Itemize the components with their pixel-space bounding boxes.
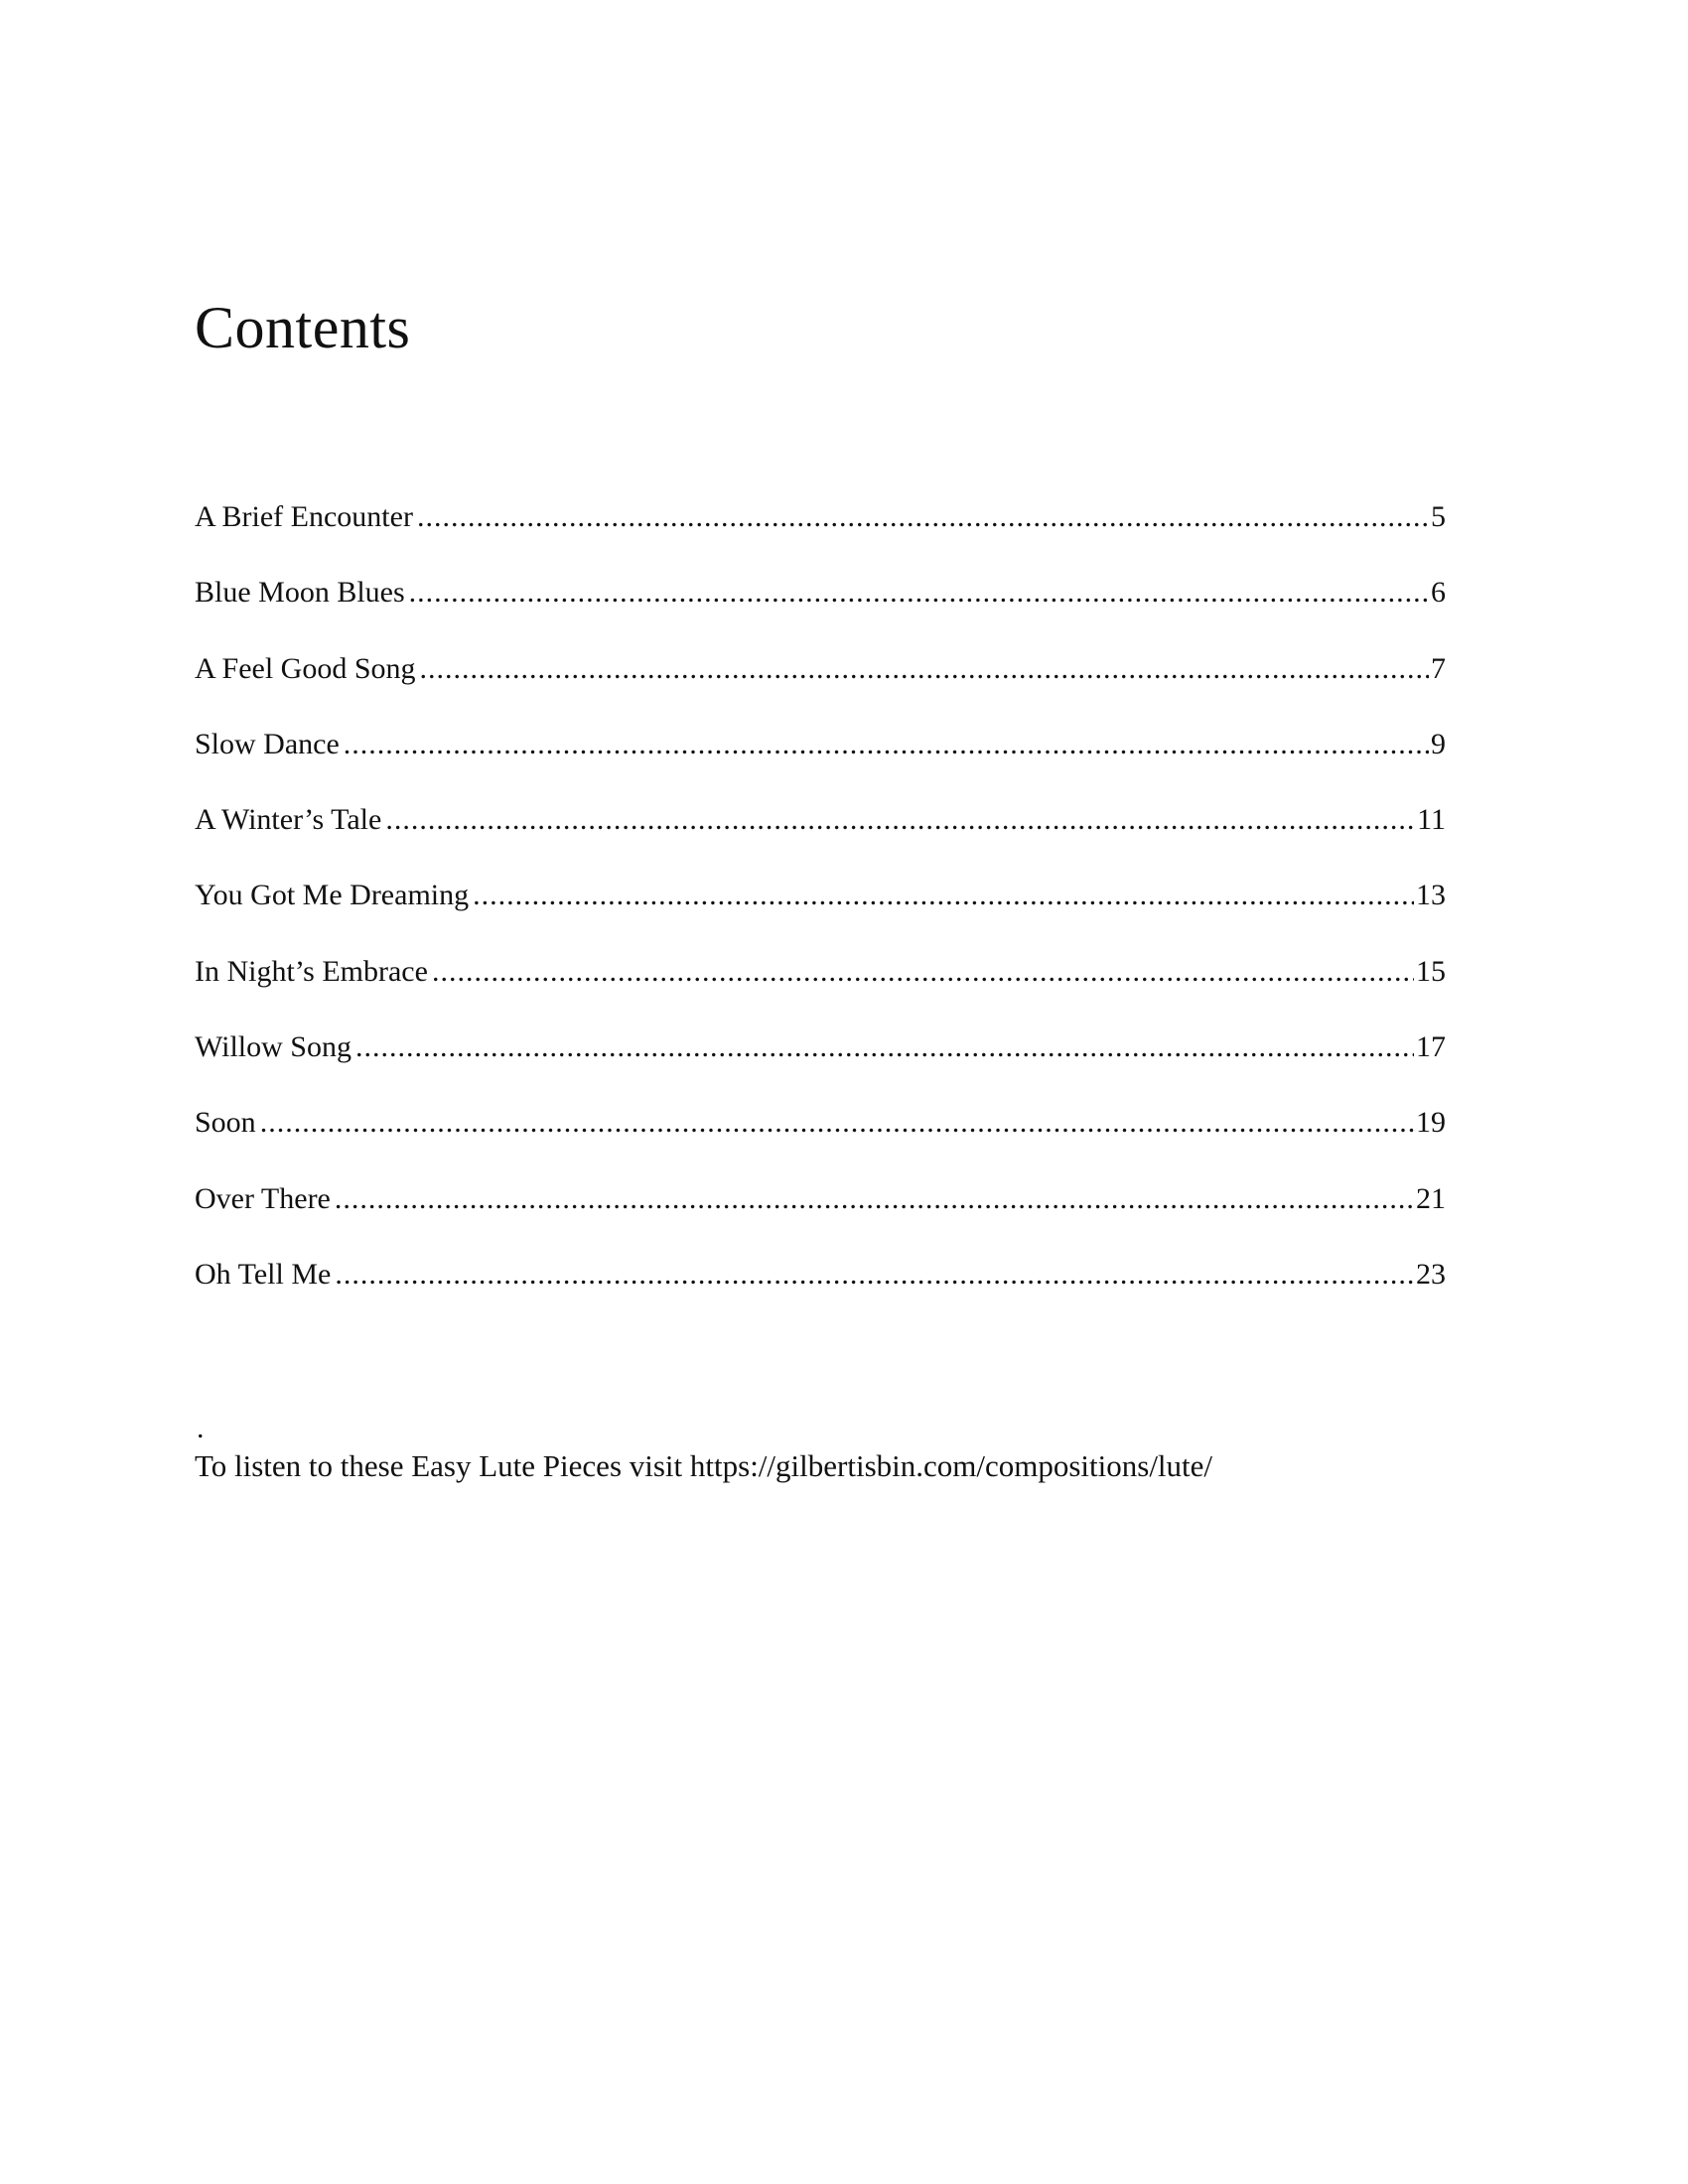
table-of-contents [195,502,1446,1335]
toc-entry[interactable] [195,578,1446,653]
toc-entry[interactable] [195,502,1446,578]
toc-entry-title: A Winter’s Tale [195,803,382,837]
toc-entry-page: 9 [1431,727,1446,760]
toc-dot-leader [335,1260,1414,1290]
listening-note: To listen to these Easy Lute Pieces visit https://gilbertisbin.com/compositions/lute/ [195,1448,1213,1483]
toc-entry-title: Over There [195,1181,331,1215]
toc-entry[interactable] [195,1257,1446,1335]
toc-dot-leader [344,730,1429,759]
toc-entry-page: 23 [1416,1257,1446,1291]
toc-entry-page: 7 [1431,651,1446,685]
toc-entry-page: 6 [1431,576,1446,610]
toc-entry-page: 19 [1416,1106,1446,1140]
toc-dot-leader [409,578,1429,608]
toc-entry-title: You Got Me Dreaming [195,879,470,912]
toc-entry[interactable] [195,727,1446,805]
toc-entry-page: 11 [1417,803,1446,837]
toc-entry[interactable] [195,651,1446,730]
toc-dot-leader [473,881,1414,910]
toc-entry-title: In Night’s Embrace [195,954,428,988]
stray-dot: . [197,1412,205,1444]
toc-dot-leader [260,1108,1414,1138]
toc-dot-leader [432,957,1414,987]
toc-dot-leader [417,502,1429,532]
toc-dot-leader [355,1032,1414,1062]
toc-entry-page: 5 [1431,500,1446,533]
toc-dot-leader [335,1184,1414,1214]
toc-entry-page: 17 [1416,1030,1446,1064]
toc-entry[interactable] [195,1108,1446,1183]
toc-entry-title: Blue Moon Blues [195,576,405,610]
page-title: Contents [195,295,411,360]
toc-entry[interactable] [195,881,1446,956]
toc-entry[interactable] [195,954,1446,1032]
toc-entry-title: A Brief Encounter [195,500,413,533]
toc-entry-title: Willow Song [195,1030,352,1064]
toc-entry-title: Soon [195,1106,256,1140]
toc-entry-title: Slow Dance [195,727,340,760]
toc-dot-leader [385,805,1415,835]
toc-dot-leader [420,654,1429,684]
toc-entry-title: Oh Tell Me [195,1257,332,1291]
toc-entry-page: 15 [1416,954,1446,988]
toc-entry-title: A Feel Good Song [195,651,416,685]
toc-entry-page: 21 [1416,1181,1446,1215]
toc-entry[interactable] [195,1032,1446,1108]
toc-entry[interactable] [195,1181,1446,1260]
toc-entry[interactable] [195,805,1446,881]
toc-entry-page: 13 [1416,879,1446,912]
